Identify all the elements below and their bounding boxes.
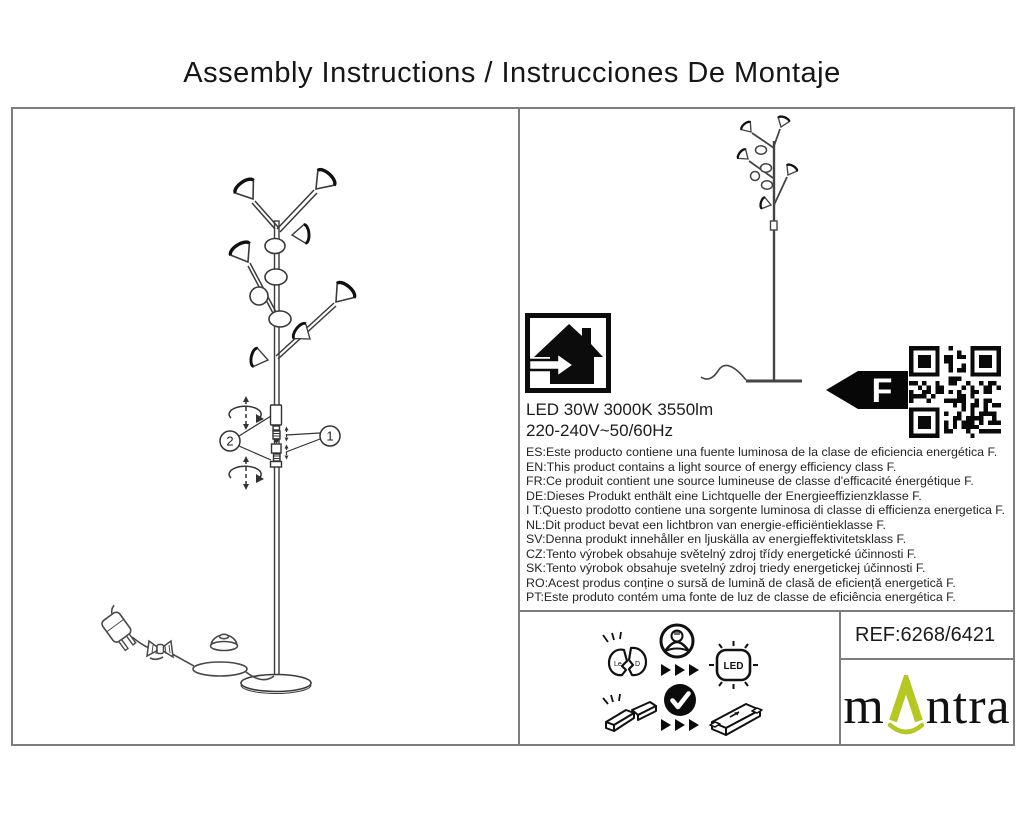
led-lamp-icon (709, 641, 758, 689)
lamp-arms (248, 190, 336, 359)
energy-class-arrow-icon (824, 369, 910, 411)
lamp-base (241, 675, 311, 694)
spec-power: LED 30W 3000K 3550lm (526, 400, 714, 419)
page-title: Assembly Instructions / Instrucciones De Montaje (183, 57, 841, 89)
rotation-arrow-icon (229, 396, 264, 430)
energy-notes (526, 445, 1005, 605)
svg-text:1: 1 (326, 428, 334, 444)
driver-box-icon (710, 704, 762, 735)
energy-note-line: PT:Este produto contém uma fonte de luz de classe de eficiência energética F. (526, 590, 956, 605)
svg-text:Le: Le (614, 661, 622, 668)
energy-note-line: SK:Tento výrobok obsahuje svetelný zdroj triedy energetickej účinnosti F. (526, 561, 926, 576)
svg-text:2: 2 (226, 433, 234, 449)
spec-block (526, 399, 713, 441)
pole-connector-detail (271, 405, 282, 467)
spec-voltage: 220-240V~50/60Hz (526, 421, 673, 440)
energy-note-line: CZ:Tento výrobek obsahuje světelný zdroj třídy energetické účinnosti F. (526, 546, 917, 561)
instruction-sheet (11, 107, 1015, 746)
broken-driver-icon (603, 694, 656, 731)
energy-note-line: FR:Ce produit contient une source lumineuse de classe d'efficacité énergétique F. (526, 474, 974, 489)
foot-switch-icon (211, 634, 238, 650)
service-icons (520, 612, 841, 744)
power-plug-icon (97, 605, 140, 652)
assembled-lamp-diagram (672, 115, 842, 407)
brand-logo (841, 660, 1013, 744)
replace-arrows-icon (661, 664, 699, 676)
energy-note-line: DE:Dieses Produkt enthält eine Lichtquelle der Energieeffizienzklasse F. (526, 488, 922, 503)
energy-note-line: EN:This product contains a light source of energy efficiency class F. (526, 459, 897, 474)
ref-number: REF:6268/6421 (841, 612, 1013, 660)
energy-note-line: ES:Este producto contiene una fuente luminosa de la clase de eficiencia energética F. (526, 445, 998, 459)
technician-icon (661, 625, 693, 657)
broken-led-icon (603, 632, 646, 675)
brand-suffix: ntra (925, 678, 1011, 735)
approved-check-icon (664, 684, 696, 716)
energy-note-line: RO:Acest produs conține o sursă de lumină de clasă de eficiență energetică F. (526, 575, 956, 590)
svg-text:D: D (635, 661, 641, 668)
cable-knot (147, 641, 173, 657)
floor-lamp-diagram (13, 109, 518, 742)
lamp-heads (228, 167, 357, 369)
brand-caret-icon (887, 675, 925, 737)
product-info-area (520, 109, 1013, 612)
indoor-use-icon (525, 313, 611, 393)
replace-arrows-icon (661, 719, 699, 731)
rotation-arrow-icon (229, 456, 264, 490)
product-panel (520, 109, 1013, 744)
qr-code (909, 346, 1001, 438)
energy-note-line: NL:Dit product bevat een lichtbron van energie-efficiëntieklasse F. (526, 517, 886, 532)
assembly-panel (13, 109, 520, 744)
screw-direction-arrows (285, 427, 289, 460)
energy-note-line: I T:Questo prodotto contiene una sorgente luminosa di classe di efficienza energetica F. (526, 503, 1005, 518)
energy-class-letter: F (871, 372, 893, 410)
callout-1 (286, 426, 340, 452)
svg-text:LED: LED (723, 661, 744, 672)
brand-prefix: m (843, 678, 885, 735)
energy-note-line: SV:Denna produkt innehåller en ljuskälla av energieffektivitetsklass F. (526, 532, 907, 547)
